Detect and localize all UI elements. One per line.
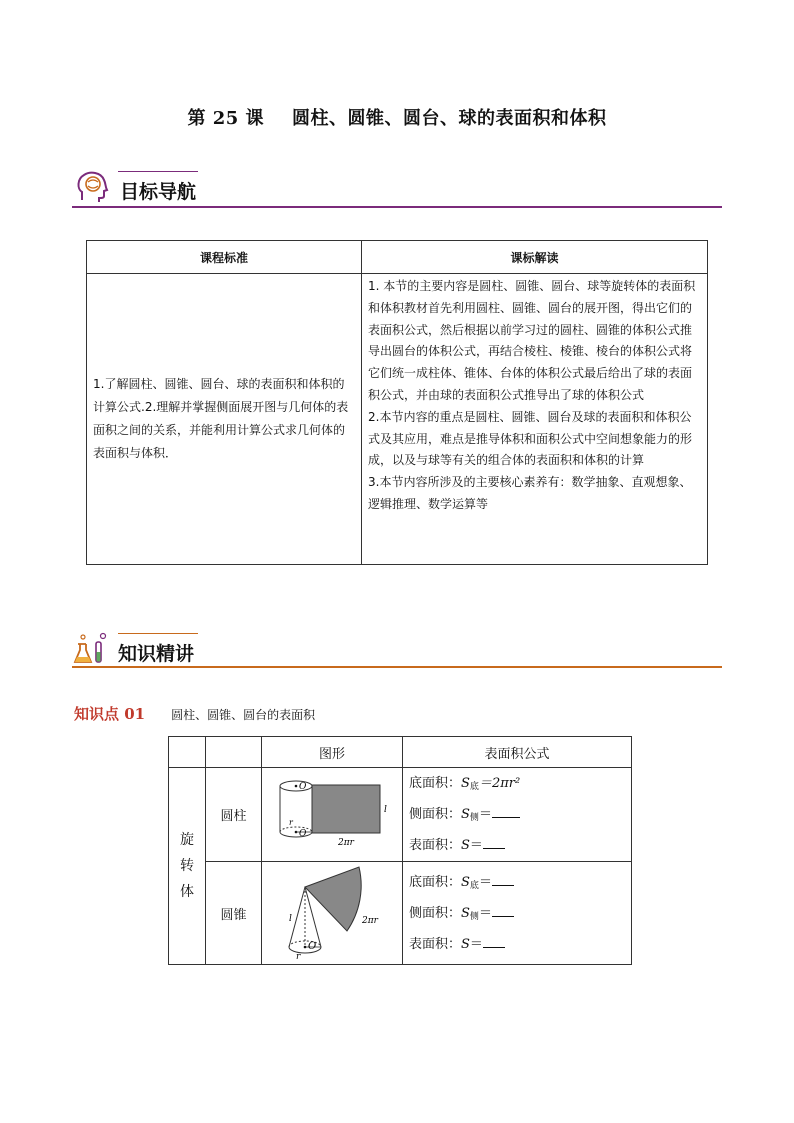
cone-net-figure bbox=[262, 863, 400, 963]
cone-radius-label: r bbox=[296, 952, 301, 962]
cylinder-width-label: 2πr bbox=[338, 837, 354, 848]
table-row bbox=[169, 862, 632, 965]
cone-lateral-sector bbox=[305, 867, 361, 931]
header-group-blank bbox=[169, 737, 206, 768]
surface-area-table bbox=[168, 736, 632, 965]
cylinder-radius-label: r bbox=[289, 817, 293, 827]
cone-slant-label: l bbox=[289, 914, 292, 924]
cone-arc-label: 2πr bbox=[362, 916, 378, 926]
table-row bbox=[169, 768, 632, 862]
lesson-topic: 圆柱、圆锥、圆台、球的表面积和体积 bbox=[292, 108, 607, 129]
section-knowledge-underline bbox=[72, 666, 722, 668]
section-goals-underline bbox=[72, 206, 722, 208]
cylinder-formulas bbox=[403, 768, 632, 862]
header-standard: 课程标准 bbox=[87, 241, 362, 274]
cylinder-base-area: 底面积：$S_底=2\pi r^2$ bbox=[409, 776, 521, 792]
section-goals-topline bbox=[118, 171, 198, 172]
goals-table-row bbox=[87, 274, 708, 565]
row-name-cylinder: 圆柱 bbox=[206, 768, 262, 862]
goals-table bbox=[86, 240, 708, 565]
cylinder-total-area: 表面积：S＝ bbox=[409, 832, 625, 859]
cylinder-lateral-rect bbox=[312, 785, 380, 833]
knowledge-point-label: 知识点 01 bbox=[74, 705, 146, 723]
surface-area-header bbox=[169, 737, 632, 768]
section-knowledge-topline bbox=[118, 633, 198, 634]
cylinder-height-label: l bbox=[384, 804, 387, 815]
course-interpretation bbox=[362, 274, 708, 565]
cone-figure-cell bbox=[262, 862, 403, 965]
cylinder-bottom-label: O bbox=[299, 828, 307, 839]
cylinder-net-figure bbox=[262, 775, 400, 855]
section-knowledge-title: 知识精讲 bbox=[118, 643, 195, 665]
answer-blank[interactable] bbox=[483, 834, 505, 849]
answer-blank[interactable] bbox=[492, 871, 514, 886]
knowledge-point-text: 圆柱、圆锥、圆台的表面积 bbox=[171, 708, 316, 722]
header-interpretation: 课标解读 bbox=[362, 241, 708, 274]
interpretation-item-2: 2.本节内容的重点是圆柱、圆锥、圆台及球的表面积和体积公式及其应用，难点是推导体积和面积公式中空间想象能力的形成，以及与球等有关的组合体的表面积和体积的计算 bbox=[368, 409, 693, 468]
cone-base-area: 底面积：$S_底=$ bbox=[409, 869, 625, 900]
group-label-rotation-body: 旋 转 体 bbox=[169, 768, 206, 965]
course-standard-text: 1.了解圆柱、圆锥、圆台、球的表面积和体积的计算公式.2.理解并掌握侧面展开图与几何体的表面积之间的关系，并能利用计算公式求几何体的表面积与体积． bbox=[87, 274, 362, 565]
cone-lateral-area: 侧面积：$S_侧=$ bbox=[409, 900, 625, 931]
lesson-number: 第 25 课 bbox=[187, 108, 265, 129]
cylinder-figure-cell bbox=[262, 768, 403, 862]
interpretation-item-3: 3.本节内容所涉及的主要核心素养有：数学抽象、直观想象、逻辑推理、数学运算等 bbox=[368, 475, 692, 511]
header-figure: 图形 bbox=[262, 737, 403, 768]
lab-flask-icon bbox=[72, 630, 108, 666]
goals-table-header bbox=[87, 241, 708, 274]
cylinder-top-label: O bbox=[299, 781, 307, 792]
head-brain-icon bbox=[74, 170, 110, 206]
interpretation-item-1: 1. 本节的主要内容是圆柱、圆锥、圆台、球等旋转体的表面积和体积教材首先利用圆柱、圆锥、圆台的展开图，得出它们的表面积公式，然后根据以前学习过的圆柱、圆锥的体积公式推导出圆台的体积公式，再结合棱柱、棱锥、棱台的体积公式将它们统一成柱体、锥体、台体的体积公式最后给出了球的表面积公式，并由球的表面积公式推导出了球的体积公式 bbox=[368, 279, 696, 402]
row-name-cone: 圆锥 bbox=[206, 862, 262, 965]
header-name-blank bbox=[206, 737, 262, 768]
cone-center-label: O bbox=[308, 941, 317, 952]
answer-blank[interactable] bbox=[492, 803, 520, 818]
cylinder-lateral-area: 侧面积：$S_侧=$ bbox=[409, 801, 625, 832]
section-goals-title: 目标导航 bbox=[120, 181, 197, 203]
answer-blank[interactable] bbox=[492, 902, 514, 917]
cone-total-area: 表面积：S＝ bbox=[409, 931, 625, 958]
answer-blank[interactable] bbox=[483, 933, 505, 948]
knowledge-point-heading bbox=[74, 703, 315, 724]
cone-formulas bbox=[403, 862, 632, 965]
page-title bbox=[0, 104, 794, 130]
header-formula: 表面积公式 bbox=[403, 737, 632, 768]
